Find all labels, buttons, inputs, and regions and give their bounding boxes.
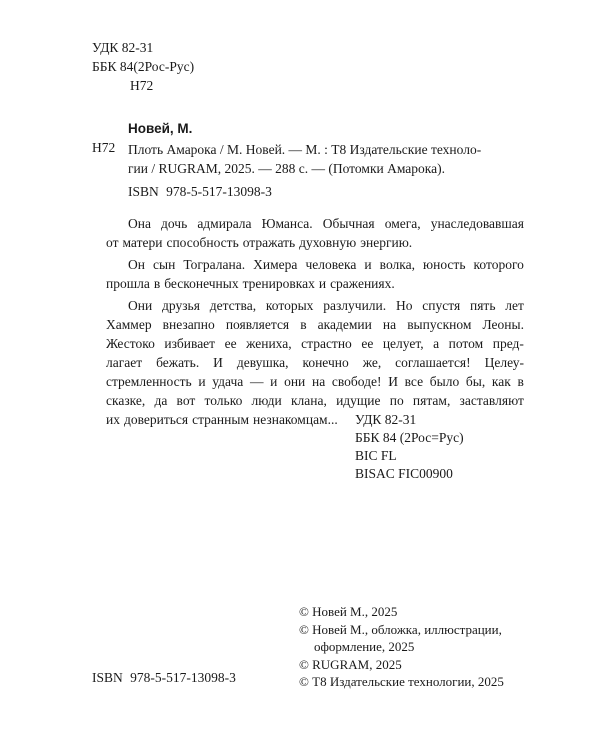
annotation-line: Хаммер внезапно появляется в академии на выпускном Леоны. [106, 317, 524, 332]
bisac-code: BISAC FIC00900 [355, 466, 453, 481]
copyright-line: © Т8 Издательские технологии, 2025 [299, 674, 504, 689]
copyright-line: © RUGRAM, 2025 [299, 656, 402, 672]
bic-code: BIC FL [355, 448, 397, 463]
copyright-line: © Новей М., 2025 [299, 604, 398, 619]
top-classification-codes [92, 38, 194, 95]
annotation-line: их довериться странным незнакомцам... [106, 412, 338, 427]
annotation-line: Они друзья детства, которых разлучили. Но спустя пять лет [128, 298, 524, 313]
annotation [106, 214, 524, 429]
bib-line-2: гии / RUGRAM, 2025. — 288 с. — (Потомки Амарока). [128, 161, 446, 176]
annotation-line: Он сын Тогралана. Химера человека и волка, юность которого [128, 257, 524, 272]
copyright-line: оформление, 2025 [314, 639, 415, 654]
bib-author-mark: Н72 [92, 140, 116, 155]
right-classification-codes [355, 411, 464, 483]
author-mark: Н72 [130, 78, 154, 93]
bbk-code-2: ББК 84 (2Рос=Рус) [355, 430, 464, 445]
annotation-line: от матери способность отражать духовную энергию. [106, 235, 413, 250]
annotation-line: стремленность и удача — и они на свободе! И все было бы, как в [106, 374, 524, 389]
bibliographic-description [128, 140, 518, 178]
copyright-block [299, 603, 504, 691]
bib-author: Новей, М. [128, 121, 193, 136]
copyright-line: © Новей М., обложка, иллюстрации, [299, 621, 502, 637]
annotation-line: Она дочь адмирала Юманса. Обычная омега, унаследовавшая [128, 216, 524, 231]
annotation-line: прошла в бесконечных тренировках и сражениях. [106, 276, 395, 291]
udk-code-2: УДК 82-31 [355, 412, 417, 427]
annotation-line: лагает бежать. И девушка, конечно же, соглашается! Целеу- [106, 355, 524, 370]
udk-code: УДК 82-31 [92, 40, 154, 55]
isbn-bottom: ISBN 978-5-517-13098-3 [92, 670, 236, 685]
annotation-line: сказке, да вот только люди клана, идущие по пятам, заставляют [106, 393, 524, 408]
isbn-top: ISBN 978-5-517-13098-3 [128, 184, 272, 199]
bbk-code: ББК 84(2Рос-Рус) [92, 59, 195, 74]
annotation-line: Жестоко избивает ее жениха, страстно ее целует, а потом пред- [106, 336, 524, 351]
bib-line-1: Плоть Амарока / М. Новей. — М. : Т8 Издательские техноло- [128, 142, 482, 157]
